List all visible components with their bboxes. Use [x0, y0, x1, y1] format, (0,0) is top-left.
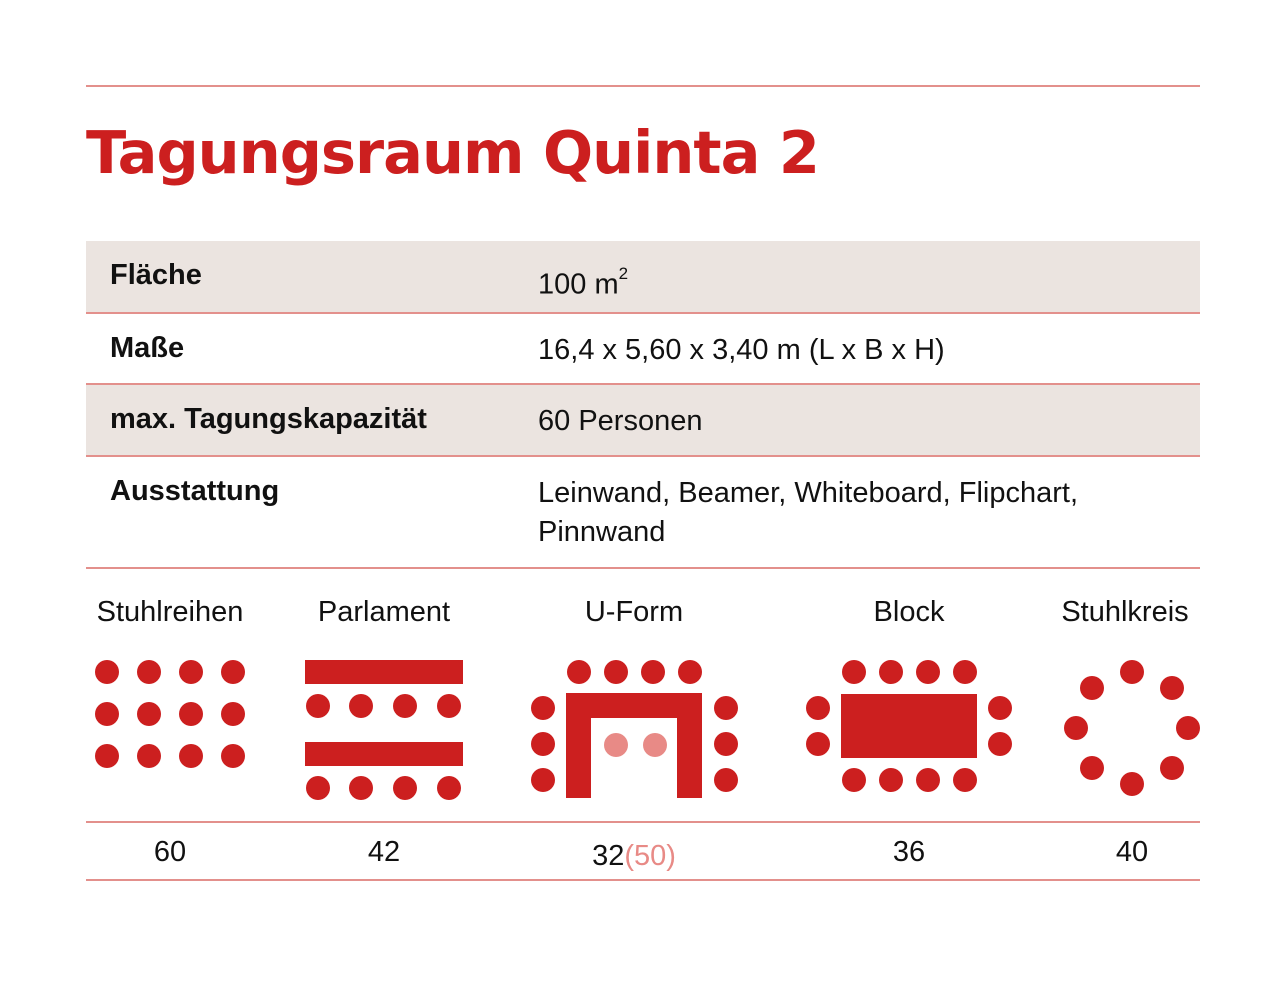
count-chair-circle: 40 — [1115, 836, 1149, 868]
counts-top-rule — [86, 821, 1200, 823]
spec-label-capacity: max. Tagungskapazität — [110, 403, 427, 435]
count-u-shape-alt: (50) — [624, 840, 676, 872]
block-icon — [806, 660, 1012, 792]
counts-bottom-rule — [86, 879, 1200, 881]
spec-value-capacity: 60 Personen — [538, 405, 703, 437]
chair-circle-icon — [1064, 660, 1200, 796]
spec-label-area: Fläche — [110, 259, 202, 291]
count-u-shape: 32(50) — [592, 840, 676, 872]
spec-label-dimensions: Maße — [110, 332, 185, 364]
spec-value-dimensions: 16,4 x 5,60 x 3,40 m (L x B x H) — [538, 334, 945, 366]
unit-exponent: 2 — [618, 264, 629, 283]
spec-label-equipment: Ausstattung — [110, 475, 280, 507]
parliament-icon — [305, 660, 463, 800]
count-parliament: 42 — [367, 836, 401, 868]
chair-rows-icon — [95, 660, 245, 768]
page-title: Tagungsraum Quinta 2 — [86, 118, 819, 187]
setup-name-u-shape: U-Form — [584, 596, 684, 628]
spec-value-area: 100 $m^2$ — [538, 264, 629, 301]
setup-name-chair-rows: Stuhlreihen — [96, 596, 244, 628]
setup-name-chair-circle: Stuhlkreis — [1061, 596, 1189, 628]
u-shape-icon — [531, 660, 738, 798]
spec-value-equipment: Leinwand, Beamer, Whiteboard, Flipchart, Pinnwand — [538, 477, 1078, 548]
setup-name-block: Block — [873, 596, 945, 628]
setup-name-parliament: Parlament — [317, 596, 451, 628]
count-block: 36 — [892, 836, 926, 868]
count-chair-rows: 60 — [153, 836, 187, 868]
